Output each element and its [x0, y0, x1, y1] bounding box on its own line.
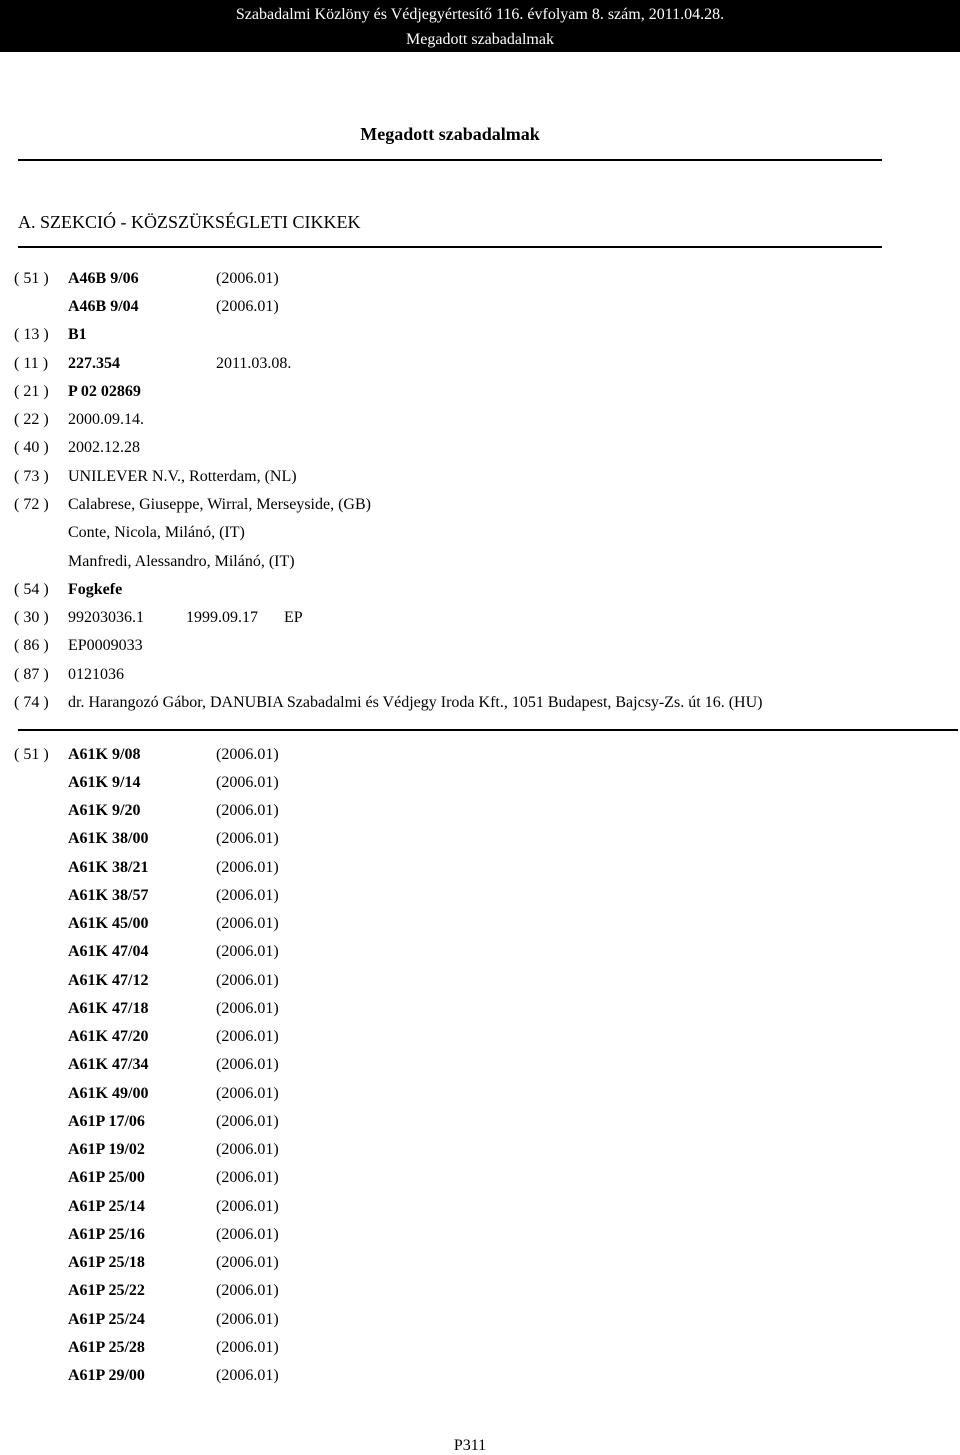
ipc-class: A61P 25/18 — [68, 1254, 145, 1271]
ipc-date: (2006.01) — [216, 270, 279, 287]
inid-code: ( 30 ) — [14, 609, 49, 626]
ipc-class: A61K 38/57 — [68, 887, 149, 904]
header-section-line: Megadott szabadalmak — [406, 31, 554, 48]
ipc-date: (2006.01) — [216, 1254, 279, 1271]
priority-date: 1999.09.17 — [186, 609, 258, 626]
ipc-class: A46B 9/04 — [68, 298, 139, 315]
ipc-date: (2006.01) — [216, 915, 279, 932]
section-heading: A. SZEKCIÓ - KÖZSZÜKSÉGLETI CIKKEK — [18, 212, 361, 232]
inventor: Conte, Nicola, Milánó, (IT) — [68, 524, 245, 541]
priority-country: EP — [284, 609, 303, 626]
inid-code: ( 74 ) — [14, 694, 49, 711]
ipc-class: A61P 25/00 — [68, 1169, 145, 1186]
inid-code: ( 87 ) — [14, 666, 49, 683]
ipc-class: A61P 25/28 — [68, 1339, 145, 1356]
ipc-class: A61P 19/02 — [68, 1141, 145, 1158]
ipc-class: A61K 38/00 — [68, 830, 149, 847]
ipc-class: A61K 49/00 — [68, 1085, 149, 1102]
ipc-date: (2006.01) — [216, 802, 279, 819]
owner: UNILEVER N.V., Rotterdam, (NL) — [68, 468, 297, 485]
ipc-date: (2006.01) — [216, 1311, 279, 1328]
ipc-date: (2006.01) — [216, 1000, 279, 1017]
inid-code: ( 22 ) — [14, 411, 49, 428]
patent-number: 227.354 — [68, 355, 120, 372]
page-title: Megadott szabadalmak — [360, 124, 540, 144]
ipc-class: A61P 25/22 — [68, 1282, 145, 1299]
ipc-class: A61K 47/18 — [68, 1000, 149, 1017]
ipc-class: A61K 9/14 — [68, 774, 141, 791]
agent: dr. Harangozó Gábor, DANUBIA Szabadalmi és Védjegy Iroda Kft., 1051 Budapest, Bajcsy-Zs. út 16. (HU) — [68, 694, 763, 711]
header-journal-line: Szabadalmi Közlöny és Védjegyértesítő 116. évfolyam 8. szám, 2011.04.28. — [235, 6, 725, 23]
ipc-class: A61K 47/04 — [68, 943, 149, 960]
inid-code: ( 40 ) — [14, 439, 49, 456]
ipc-date: (2006.01) — [216, 1282, 279, 1299]
grant-date: 2011.03.08. — [216, 355, 292, 372]
ipc-date: (2006.01) — [216, 1113, 279, 1130]
ipc-class: A61K 47/20 — [68, 1028, 149, 1045]
invention-title: Fogkefe — [68, 581, 123, 598]
page-header — [0, 0, 960, 52]
ipc-class: A61P 17/06 — [68, 1113, 145, 1130]
ipc-date: (2006.01) — [216, 298, 279, 315]
ipc-class: A61P 25/14 — [68, 1198, 145, 1215]
divider — [18, 159, 882, 161]
ipc-class: A61K 45/00 — [68, 915, 149, 932]
divider — [18, 246, 882, 248]
ipc-date: (2006.01) — [216, 859, 279, 876]
ipc-date: (2006.01) — [216, 830, 279, 847]
ipc-class: A61K 9/08 — [68, 746, 141, 763]
ipc-class: A61P 25/16 — [68, 1226, 145, 1243]
ipc-class: A46B 9/06 — [68, 270, 139, 287]
inventor: Manfredi, Alessandro, Milánó, (IT) — [68, 553, 295, 570]
pct-publication: 0121036 — [68, 666, 124, 683]
ipc-date: (2006.01) — [216, 774, 279, 791]
ipc-date: (2006.01) — [216, 1028, 279, 1045]
inid-code: ( 51 ) — [14, 746, 49, 763]
ipc-date: (2006.01) — [216, 1226, 279, 1243]
ipc-class: A61K 9/20 — [68, 802, 141, 819]
ipc-date: (2006.01) — [216, 1339, 279, 1356]
inid-code: ( 21 ) — [14, 383, 49, 400]
ipc-date: (2006.01) — [216, 1367, 279, 1384]
inid-code: ( 86 ) — [14, 637, 49, 654]
divider — [18, 729, 958, 731]
ipc-date: (2006.01) — [216, 1198, 279, 1215]
pct-application: EP0009033 — [68, 637, 143, 654]
ipc-date: (2006.01) — [216, 1056, 279, 1073]
ipc-class: A61K 38/21 — [68, 859, 149, 876]
ipc-date: (2006.01) — [216, 1169, 279, 1186]
ipc-date: (2006.01) — [216, 1141, 279, 1158]
priority-number: 99203036.1 — [68, 609, 144, 626]
inid-code: ( 11 ) — [14, 355, 49, 372]
application-number: P 02 02869 — [68, 383, 141, 400]
inid-code: ( 73 ) — [14, 468, 49, 485]
inid-code: ( 54 ) — [14, 581, 49, 598]
page-number: P311 — [453, 1437, 487, 1454]
ipc-class: A61P 29/00 — [68, 1367, 145, 1384]
ipc-date: (2006.01) — [216, 746, 279, 763]
kind-code: B1 — [68, 326, 87, 343]
inid-code: ( 13 ) — [14, 326, 49, 343]
inventor: Calabrese, Giuseppe, Wirral, Merseyside, (GB) — [68, 496, 371, 513]
ipc-class: A61P 25/24 — [68, 1311, 145, 1328]
ipc-date: (2006.01) — [216, 972, 279, 989]
inid-code: ( 51 ) — [14, 270, 49, 287]
ipc-date: (2006.01) — [216, 887, 279, 904]
inid-code: ( 72 ) — [14, 496, 49, 513]
publication-date: 2002.12.28 — [68, 439, 140, 456]
ipc-date: (2006.01) — [216, 943, 279, 960]
ipc-class: A61K 47/34 — [68, 1056, 149, 1073]
ipc-date: (2006.01) — [216, 1085, 279, 1102]
filing-date: 2000.09.14. — [68, 411, 144, 428]
ipc-class: A61K 47/12 — [68, 972, 149, 989]
